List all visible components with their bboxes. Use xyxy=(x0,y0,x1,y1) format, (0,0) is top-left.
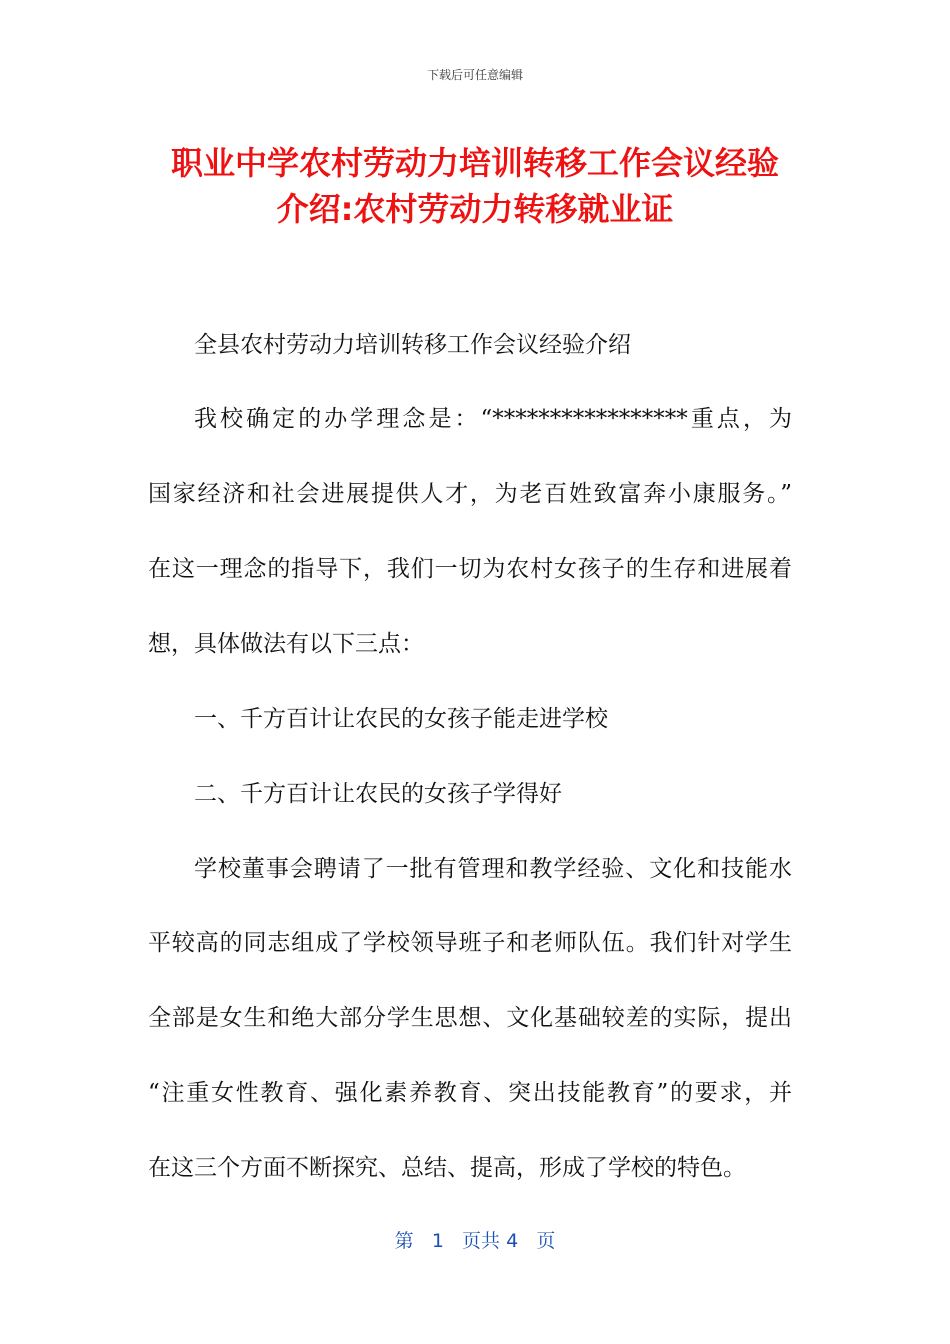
footer-total-pages: 4 xyxy=(506,1230,519,1252)
footer-page-label: 第 xyxy=(394,1230,414,1252)
body-line: 在这一理念的指导下，我们一切为农村女孩子的生存和进展着 xyxy=(148,556,792,582)
body-line-subheading: 全县农村劳动力培训转移工作会议经验介绍 xyxy=(194,332,631,358)
body-line: 我校确定的办学理念是：“*****************重点，为 xyxy=(194,406,792,432)
footer-current-page: 1 xyxy=(431,1230,444,1252)
page-footer xyxy=(0,1226,950,1253)
body-line: 全部是女生和绝大部分学生思想、文化基础较差的实际，提出 xyxy=(148,1005,792,1031)
body-line: 想，具体做法有以下三点： xyxy=(148,631,424,657)
body-line: 在这三个方面不断探究、总结、提高，形成了学校的特色。 xyxy=(148,1155,746,1181)
body-line: “注重女性教育、强化素养教育、突出技能教育”的要求，并 xyxy=(148,1080,792,1106)
document-title xyxy=(130,140,820,232)
document-title-line-1: 职业中学农村劳动力培训转移工作会议经验 xyxy=(170,144,779,182)
body-line: 国家经济和社会进展提供人才，为老百姓致富奔小康服务。” xyxy=(148,481,792,507)
document-title-line-2: 介绍:农村劳动力转移就业证 xyxy=(276,190,674,228)
body-line: 平较高的同志组成了学校领导班子和老师队伍。我们针对学生 xyxy=(148,930,792,956)
body-line-section-1: 一、千方百计让农民的女孩子能走进学校 xyxy=(194,706,608,732)
footer-total-prefix: 页共 xyxy=(462,1230,501,1252)
body-line-section-2: 二、千方百计让农民的女孩子学得好 xyxy=(194,781,562,807)
body-line: 学校董事会聘请了一批有管理和教学经验、文化和技能水 xyxy=(194,856,792,882)
footer-total-suffix: 页 xyxy=(536,1230,556,1252)
header-note: 下载后可任意编辑 xyxy=(426,68,523,82)
